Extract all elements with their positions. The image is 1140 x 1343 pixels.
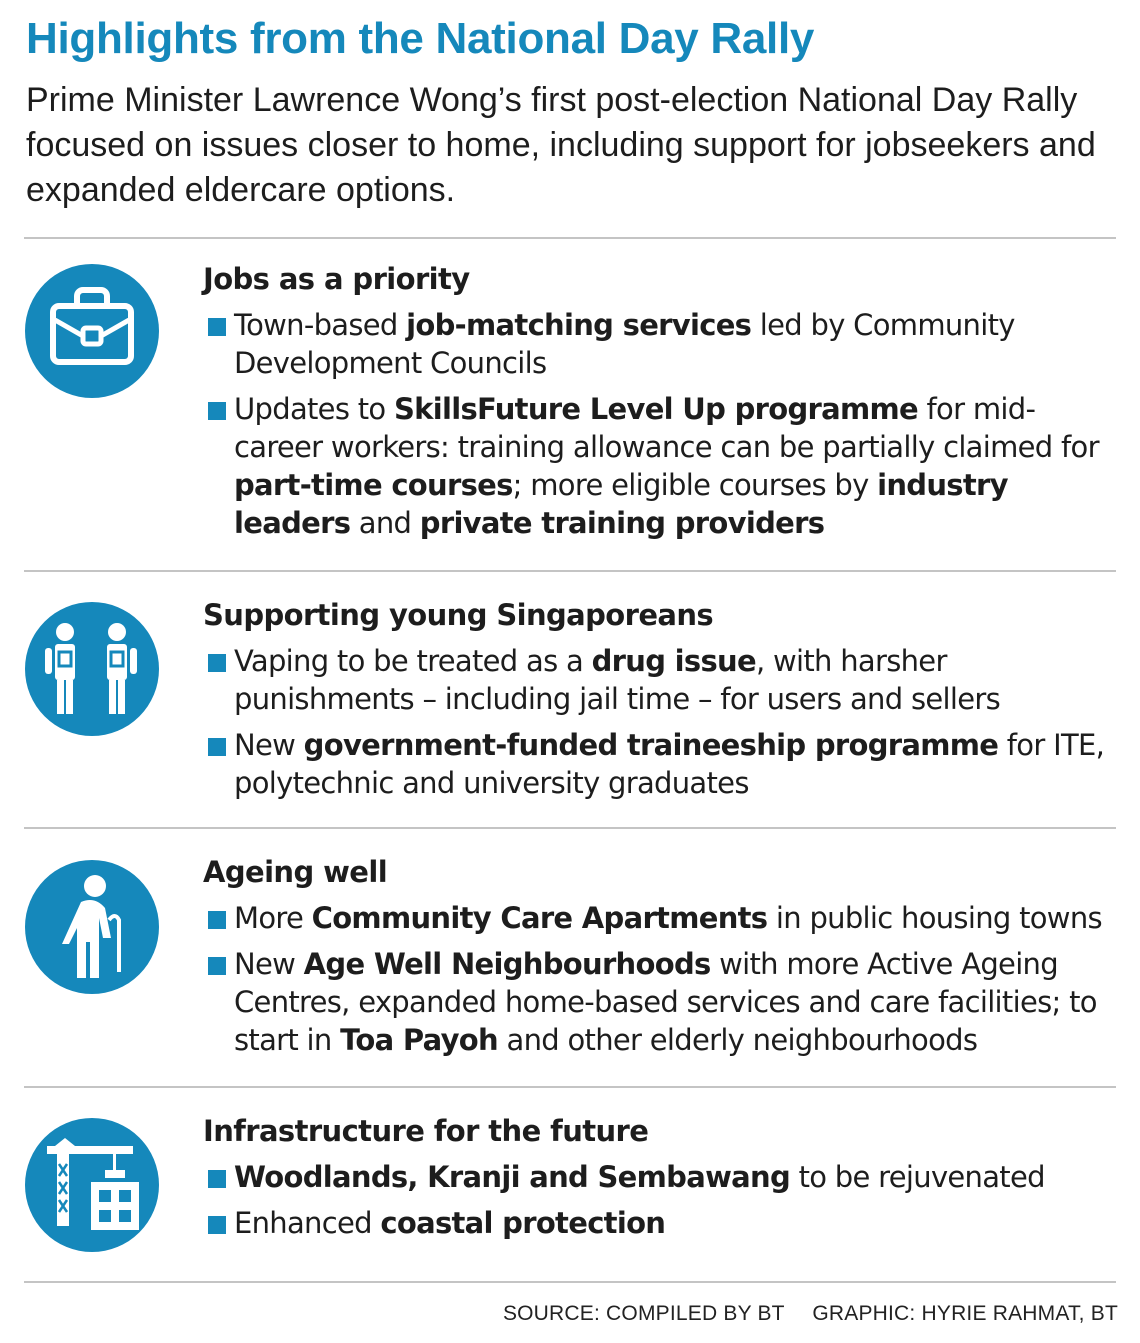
- text: and other elderly neighbourhoods: [497, 1023, 978, 1057]
- bold-text: Toa Payoh: [340, 1023, 498, 1057]
- bold-text: Community Care Apartments: [311, 901, 768, 935]
- list-item: [208, 642, 1108, 718]
- list-item: [208, 1204, 1108, 1242]
- bold-text: private training providers: [419, 506, 825, 540]
- text: to be rejuvenated: [790, 1160, 1045, 1194]
- bullet-square-icon: [208, 1216, 226, 1234]
- bold-text: coastal protection: [380, 1206, 666, 1240]
- text: in public housing towns: [767, 901, 1102, 935]
- bold-text: Woodlands, Kranji and Sembawang: [234, 1160, 791, 1194]
- bullet-square-icon: [208, 957, 226, 975]
- page-title: Highlights from the National Day Rally: [26, 14, 815, 63]
- section-heading: Infrastructure for the future: [203, 1114, 649, 1148]
- divider: [24, 570, 1116, 572]
- bold-text: Age Well Neighbourhoods: [303, 947, 711, 981]
- text: New: [234, 947, 304, 981]
- section-heading: Supporting young Singaporeans: [203, 598, 714, 632]
- list-item: [208, 945, 1108, 1059]
- bold-text: government-funded traineeship programme: [303, 728, 999, 762]
- bold-text: drug issue: [591, 644, 756, 678]
- list-item: [208, 1158, 1108, 1196]
- text: Vaping to be treated as a: [234, 644, 592, 678]
- divider: [24, 827, 1116, 829]
- bullet-square-icon: [208, 1170, 226, 1188]
- list-item: [208, 899, 1108, 937]
- bullet-list: [208, 306, 1108, 550]
- students-icon: [25, 602, 159, 736]
- list-item: [208, 726, 1108, 802]
- text: More: [234, 901, 312, 935]
- page-subtitle: Prime Minister Lawrence Wong’s first post-election National Day Rally focused on issues closer to home, including support for jobseekers and expanded eldercare options.: [26, 81, 1096, 209]
- divider: [24, 237, 1116, 239]
- section-heading: Ageing well: [203, 855, 388, 889]
- bullet-square-icon: [208, 318, 226, 336]
- bullet-square-icon: [208, 738, 226, 756]
- text: ; more eligible courses by: [512, 468, 878, 502]
- bold-text: job-matching services: [406, 308, 752, 342]
- text: for mid-career workers: training allowance can be partially claimed for: [234, 392, 1099, 464]
- bullet-square-icon: [208, 402, 226, 420]
- credits: [481, 1302, 1118, 1326]
- bold-text: part-time courses: [234, 468, 513, 502]
- text: with more Active Ageing Centres, expanded home-based services and care facilities; to start in: [234, 947, 1097, 1057]
- text: , with harsher punishments – including jail time – for users and sellers: [234, 644, 1000, 716]
- divider: [24, 1086, 1116, 1088]
- bullet-square-icon: [208, 911, 226, 929]
- source-credit: SOURCE: COMPILED BY BT: [502, 1302, 785, 1325]
- list-item: [208, 306, 1108, 382]
- bullet-list: [208, 642, 1108, 810]
- elderly-person-icon: [25, 860, 159, 994]
- bold-text: industry leaders: [234, 468, 1008, 540]
- bold-text: SkillsFuture Level Up programme: [394, 392, 919, 426]
- list-item: [208, 390, 1108, 542]
- bullet-square-icon: [208, 654, 226, 672]
- bullet-list: [208, 1158, 1108, 1250]
- bullet-list: [208, 899, 1108, 1067]
- briefcase-icon: [25, 264, 159, 398]
- construction-crane-icon: [25, 1118, 159, 1252]
- text: New: [234, 728, 304, 762]
- text: led by Community Development Councils: [234, 308, 1015, 380]
- divider: [24, 1281, 1116, 1283]
- text: for ITE, polytechnic and university graduates: [234, 728, 1105, 800]
- text: and: [350, 506, 420, 540]
- text: Enhanced: [234, 1206, 381, 1240]
- text: Updates to: [234, 392, 394, 426]
- text: Town-based: [234, 308, 407, 342]
- section-heading: Jobs as a priority: [203, 262, 470, 296]
- graphic-credit: GRAPHIC: HYRIE RAHMAT, BT: [812, 1302, 1118, 1325]
